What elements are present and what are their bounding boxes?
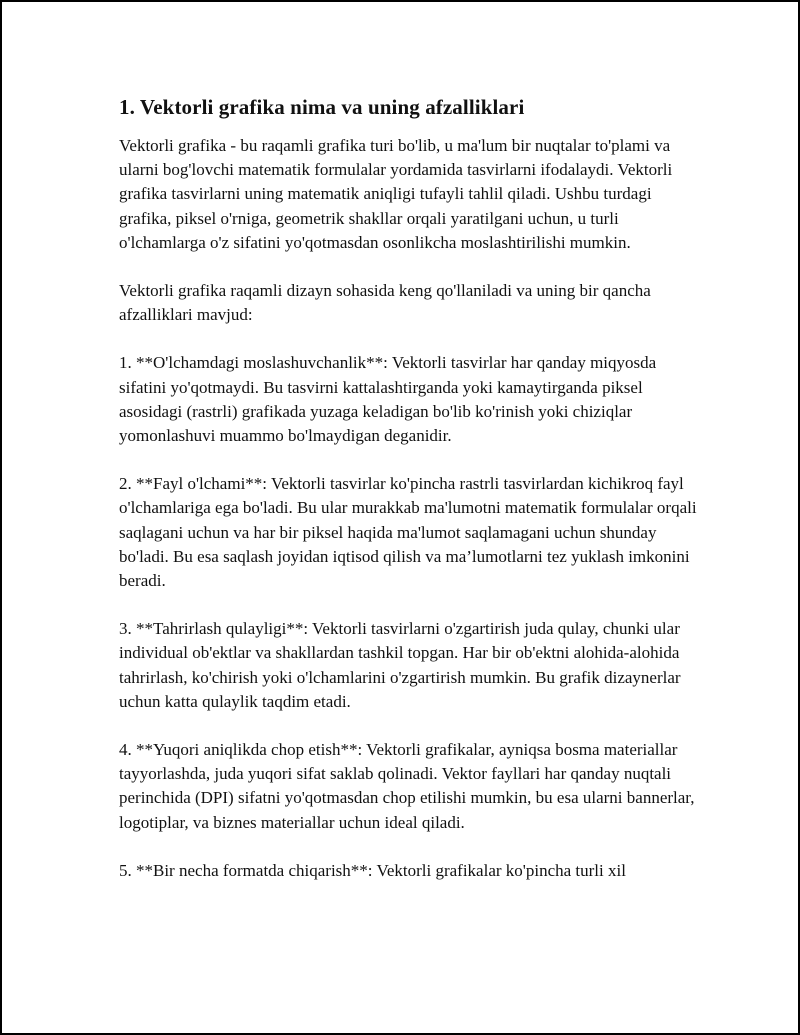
advantage-item-file-size: 2. **Fayl o'lchami**: Vektorli tasvirlar ko'pincha rastrli tasvirlardan kichikroq fayl o'lchamlariga ega bo'ladi. Bu ular murakkab ma'lumotni matematik formulalar orqali saqlagani uchun va har bir piksel haqida ma'lumot saqlamagani uchun shunday bo'ladi. Bu esa saqlash joyidan iqtisod qilish va ma’lumotlarni tez yuklash imkonini beradi. xyxy=(119,474,697,591)
document-body xyxy=(119,94,699,907)
advantage-item-scalability: 1. **O'lchamdagi moslashuvchanlik**: Vektorli tasvirlar har qanday miqyosda sifatini yo'qotmaydi. Bu tasvirni kattalashtirganda yoki kamaytirganda piksel asosidagi (rastrli) grafikada yuzaga keladigan bo'lib ko'rinish yoki chiziqlar yomonlashuvi muammo bo'lmaydigan deganidir. xyxy=(119,353,657,446)
advantage-item-editing: 3. **Tahrirlash qulayligi**: Vektorli tasvirlarni o'zgartirish juda qulay, chunki ular individual ob'ektlar va shakllardan tashkil topgan. Har bir ob'ektni alohida-alohida tahrirlash, ko'chirish yoki o'lchamlarini o'zgartirish mumkin. Bu grafik dizaynerlar uchun katta qulaylik taqdim etadi. xyxy=(119,619,681,711)
advantage-item-printing: 4. **Yuqori aniqlikda chop etish**: Vektorli grafikalar, ayniqsa bosma materiallar tayyorlashda, juda yuqori sifat saklab qolinadi. Vektor fayllari har qanday nuqtali perinchida (DPI) sifatni yo'qotmasdan chop etilishi mumkin, bu esa ularni bannerlar, logotiplar, va biznes materiallar uchun ideal qiladi. xyxy=(119,740,695,832)
advantage-item-export-formats: 5. **Bir necha formatda chiqarish**: Vektorli grafikalar ko'pincha turli xil xyxy=(119,860,626,880)
section-heading: 1. Vektorli grafika nima va uning afzalliklari xyxy=(119,95,525,119)
intro-paragraph: Vektorli grafika - bu raqamli grafika turi bo'lib, u ma'lum bir nuqtalar to'plami va ularni bog'lovchi matematik formulalar yordamida tasvirlarni ifodalaydi. Vektorli grafika tasvirlarni uning matematik aniqligi tufayli tahlil qiladi. Ushbu turdagi grafika, piksel o'rniga, geometrik shakllar orqali yaratilgani uchun, u turli o'lchamlarga o'z sifatini yo'qotmasdan osonlikcha moslashtirilishi mumkin. xyxy=(119,136,673,252)
advantages-intro-paragraph: Vektorli grafika raqamli dizayn sohasida keng qo'llaniladi va uning bir qancha afzalliklari mavjud: xyxy=(119,281,651,325)
